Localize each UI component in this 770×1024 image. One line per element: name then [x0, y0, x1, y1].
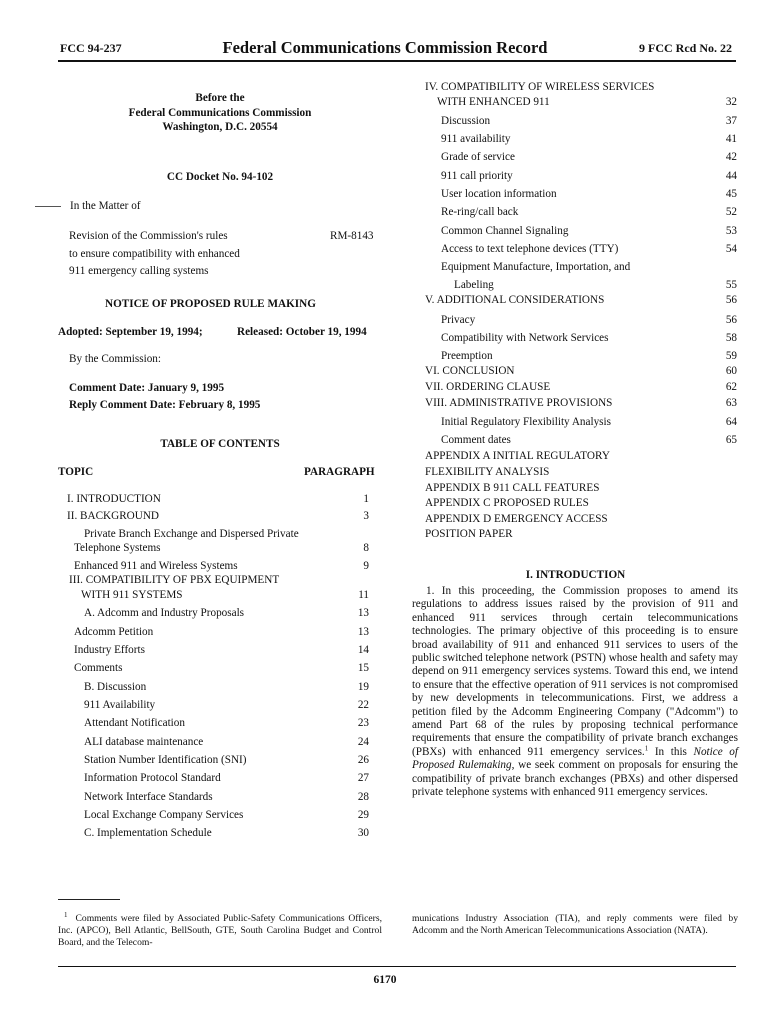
toc-item-paragraph: 56	[725, 294, 737, 306]
toc-item-paragraph: 65	[725, 434, 737, 446]
header-volume: 9 FCC Rcd No. 22	[639, 41, 732, 55]
toc-item	[74, 626, 369, 638]
toc-item-label: VII. ORDERING CLAUSE	[425, 381, 551, 393]
toc-item-paragraph: 52	[725, 206, 737, 218]
toc-item-label: Attendant Notification	[84, 717, 185, 729]
toc-item	[74, 644, 369, 656]
caption-before: Before the	[195, 92, 245, 104]
revision-line-3: 911 emergency calling systems	[69, 265, 209, 277]
toc-item	[67, 493, 369, 505]
toc-item-paragraph: 44	[725, 170, 737, 182]
toc-item-label: Local Exchange Company Services	[84, 809, 244, 821]
toc-item-paragraph: 30	[357, 827, 369, 839]
toc-item-paragraph: 56	[725, 314, 737, 326]
footnote-left-text: Comments were filed by Associated Public-Safety Communications Officers, Inc. (APCO), Bell Atlantic, BellSouth, GTE, South Carolina Budget and Control Board, and the Telecom-	[58, 913, 382, 948]
toc-item	[437, 96, 737, 108]
matter-line: In the Matter of	[70, 200, 141, 212]
toc-item-label: I. INTRODUCTION	[67, 493, 161, 505]
toc-item	[74, 662, 369, 674]
toc-item	[84, 754, 369, 766]
toc-item-label: Access to text telephone devices (TTY)	[441, 243, 619, 255]
toc-item-paragraph: 54	[725, 243, 737, 255]
toc-item-paragraph: 3	[363, 510, 369, 522]
toc-item	[425, 294, 737, 306]
intro-paragraph-1	[412, 585, 738, 800]
toc-item	[441, 133, 737, 145]
intro-text-c: we seek comment on proposals for ensuring the compatibility of private branch exchanges (PBXs) and other dispersed private telephone systems with enhanced 911 emergency services.	[412, 759, 738, 799]
toc-item-label: 911 call priority	[441, 170, 513, 182]
footnote-ref: 1	[644, 744, 649, 753]
toc-item	[441, 170, 737, 182]
toc-item	[84, 791, 369, 803]
toc-item	[74, 560, 369, 572]
footnote-rule	[58, 899, 120, 900]
toc-item-label: 911 Availability	[84, 699, 156, 711]
toc-item-label: Industry Efforts	[74, 644, 145, 656]
toc-item-label: II. BACKGROUND	[67, 510, 159, 522]
toc-item-paragraph: 22	[357, 699, 369, 711]
toc-item	[454, 279, 737, 291]
revision-line-2: to ensure compatibility with enhanced	[69, 247, 240, 260]
toc-item-label: APPENDIX A INITIAL REGULATORY	[425, 450, 610, 462]
by-the-commission: By the Commission:	[69, 353, 161, 365]
toc-item	[84, 681, 369, 693]
toc-item	[69, 574, 279, 586]
toc-item	[425, 450, 610, 462]
toc-item-paragraph: 42	[725, 151, 737, 163]
toc-item-label: APPENDIX B 911 CALL FEATURES	[425, 482, 600, 494]
header-publication-title: Federal Communications Commission Record	[222, 38, 548, 57]
caption-commission: Federal Communications Commission	[128, 106, 312, 119]
toc-item-label: Compatibility with Network Services	[441, 332, 609, 344]
toc-item-paragraph: 32	[725, 96, 737, 108]
toc-item	[84, 736, 369, 748]
docket-number: CC Docket No. 94-102	[166, 171, 274, 183]
toc-item-paragraph: 23	[357, 717, 369, 729]
toc-item	[441, 434, 737, 446]
header-rule	[58, 60, 736, 62]
toc-item	[441, 332, 737, 344]
toc-item-paragraph: 64	[725, 416, 737, 428]
toc-item-label: APPENDIX C PROPOSED RULES	[425, 497, 589, 509]
toc-item-label: Privacy	[441, 314, 476, 326]
toc-item-paragraph: 13	[357, 626, 369, 638]
toc-item-paragraph: 63	[725, 397, 737, 409]
footnote-right: munications Industry Association (TIA), and reply comments were filed by Adcomm and the North American Telecommunications Association (NATA).	[412, 913, 738, 936]
toc-item-label: Private Branch Exchange and Dispersed Private	[84, 528, 299, 540]
toc-item-paragraph: 26	[357, 754, 369, 766]
comment-date: Comment Date: January 9, 1995	[69, 382, 225, 394]
toc-item	[425, 365, 737, 377]
toc-item-label: Enhanced 911 and Wireless Systems	[74, 560, 238, 572]
toc-item-paragraph: 19	[357, 681, 369, 693]
toc-item	[74, 542, 369, 554]
toc-item-paragraph: 58	[725, 332, 737, 344]
toc-item-paragraph: 60	[725, 365, 737, 377]
header-docket-number: FCC 94-237	[60, 41, 122, 55]
toc-item-label: Labeling	[454, 279, 494, 291]
footer-rule	[58, 966, 736, 967]
margin-mark	[35, 206, 61, 207]
toc-item-paragraph: 37	[725, 115, 737, 127]
toc-item	[441, 314, 737, 326]
toc-item-label: POSITION PAPER	[425, 528, 513, 540]
toc-item-paragraph: 14	[357, 644, 369, 656]
toc-item	[425, 497, 589, 509]
toc-item-label: User location information	[441, 188, 557, 200]
toc-item	[84, 809, 369, 821]
toc-item-label: ALI database maintenance	[84, 736, 204, 748]
toc-item-label: Comments	[74, 662, 123, 674]
intro-text-a: 1. In this proceeding, the Commission proposes to amend its regulations to address issues raised by the provision of 911 and enhanced 911 services through certain telecommunications technologies. The primary objective of this proceeding is to ensure broad availability of 911 and enhanced 911 services to users of the public switched telephone network (PSTN) whose health and safety may depend on 911 emergency services systems. Toward this end, we intend to ensure that the effective operation of 911 services is not compromised by new developments in telecommunications. First, we address a petition filed by the Adcomm Engineering Company ("Adcomm") to amend Part 68 of the rules by proposing technical performance requirements that ensure the compatibility of private branch exchanges (PBXs) with enhanced 911 emergency services.	[412, 585, 738, 758]
toc-item-paragraph: 1	[363, 493, 369, 505]
toc-item-paragraph: 41	[725, 133, 737, 145]
caption-heading	[58, 91, 382, 135]
caption-location: Washington, D.C. 20554	[162, 121, 278, 133]
toc-item-label: Common Channel Signaling	[441, 225, 569, 237]
toc-item	[84, 772, 369, 784]
toc-item-label: Re-ring/call back	[441, 206, 519, 218]
toc-item-label: Adcomm Petition	[74, 626, 154, 638]
toc-item-label: Station Number Identification (SNI)	[84, 754, 247, 766]
toc-item	[441, 416, 737, 428]
toc-item	[441, 151, 737, 163]
footnote-mark: 1	[64, 910, 68, 919]
toc-item-label: Initial Regulatory Flexibility Analysis	[441, 416, 611, 428]
toc-item-label: Comment dates	[441, 434, 511, 446]
toc-item	[425, 513, 608, 525]
toc-item-paragraph: 53	[725, 225, 737, 237]
page-number: 6170	[373, 974, 397, 986]
toc-item-label: WITH 911 SYSTEMS	[81, 589, 183, 601]
toc-item	[84, 699, 369, 711]
toc-item-label: Information Protocol Standard	[84, 772, 221, 784]
toc-item-paragraph: 13	[357, 607, 369, 619]
toc-item-label: III. COMPATIBILITY OF PBX EQUIPMENT	[69, 574, 280, 586]
adopted-date: Adopted: September 19, 1994;	[58, 326, 203, 338]
toc-item	[441, 225, 737, 237]
toc-item	[425, 528, 513, 540]
toc-item-label: Telephone Systems	[74, 542, 161, 554]
intro-text-italic: Notice of Proposed Rulemaking,	[412, 745, 738, 772]
intro-heading: I. INTRODUCTION	[525, 569, 626, 581]
toc-item	[84, 528, 299, 540]
toc-item-label: Discussion	[441, 115, 491, 127]
toc-item-paragraph: 24	[357, 736, 369, 748]
toc-item-paragraph: 15	[357, 662, 369, 674]
toc-item-paragraph: 27	[357, 772, 369, 784]
toc-item-label: C. Implementation Schedule	[84, 827, 212, 839]
toc-item-paragraph: 55	[725, 279, 737, 291]
toc-item	[84, 607, 369, 619]
toc-item-paragraph: 29	[357, 809, 369, 821]
toc-item	[84, 827, 369, 839]
toc-item-paragraph: 9	[363, 560, 369, 572]
intro-text-b: In this	[648, 745, 694, 758]
toc-item-paragraph: 45	[725, 188, 737, 200]
toc-item-label: Grade of service	[441, 151, 515, 163]
toc-item-label: V. ADDITIONAL CONSIDERATIONS	[425, 294, 605, 306]
toc-item	[84, 717, 369, 729]
toc-item-label: 911 availability	[441, 133, 511, 145]
revision-line-1: Revision of the Commission's rules	[69, 230, 228, 242]
toc-item-label: WITH ENHANCED 911	[437, 96, 550, 108]
toc-col-topic: TOPIC	[58, 466, 94, 478]
toc-item-label: B. Discussion	[84, 681, 147, 693]
toc-item-paragraph: 11	[358, 589, 369, 601]
toc-item-label: Equipment Manufacture, Importation, and	[441, 261, 631, 273]
toc-item	[425, 482, 599, 494]
notice-title: NOTICE OF PROPOSED RULE MAKING	[105, 298, 316, 310]
toc-col-paragraph: PARAGRAPH	[304, 466, 375, 478]
toc-item-label: Preemption	[441, 350, 493, 362]
toc-item	[67, 510, 369, 522]
toc-item	[441, 261, 630, 273]
toc-item	[441, 350, 737, 362]
rm-number: RM-8143	[330, 230, 374, 242]
toc-item-paragraph: 62	[725, 381, 737, 393]
toc-item	[81, 589, 369, 601]
toc-item-paragraph: 59	[725, 350, 737, 362]
toc-item	[441, 115, 737, 127]
toc-item	[441, 188, 737, 200]
toc-item-label: Network Interface Standards	[84, 791, 213, 803]
toc-item	[425, 397, 737, 409]
toc-item	[425, 466, 549, 478]
toc-item-paragraph: 8	[363, 542, 369, 554]
toc-item-label: A. Adcomm and Industry Proposals	[84, 607, 245, 619]
toc-item	[441, 243, 737, 255]
toc-item-label: FLEXIBILITY ANALYSIS	[425, 466, 550, 478]
toc-item	[425, 381, 737, 393]
toc-item-label: VIII. ADMINISTRATIVE PROVISIONS	[425, 397, 613, 409]
matter-revision	[69, 228, 240, 281]
toc-item-label: IV. COMPATIBILITY OF WIRELESS SERVICES	[425, 81, 655, 93]
toc-item-label: VI. CONCLUSION	[425, 365, 515, 377]
footnote-left	[58, 910, 382, 949]
reply-comment-date: Reply Comment Date: February 8, 1995	[69, 399, 261, 411]
toc-item	[425, 81, 654, 93]
toc-title: TABLE OF CONTENTS	[160, 438, 280, 450]
released-date: Released: October 19, 1994	[237, 326, 367, 338]
toc-item-paragraph: 28	[357, 791, 369, 803]
toc-item	[441, 206, 737, 218]
toc-item-label: APPENDIX D EMERGENCY ACCESS	[425, 513, 608, 525]
